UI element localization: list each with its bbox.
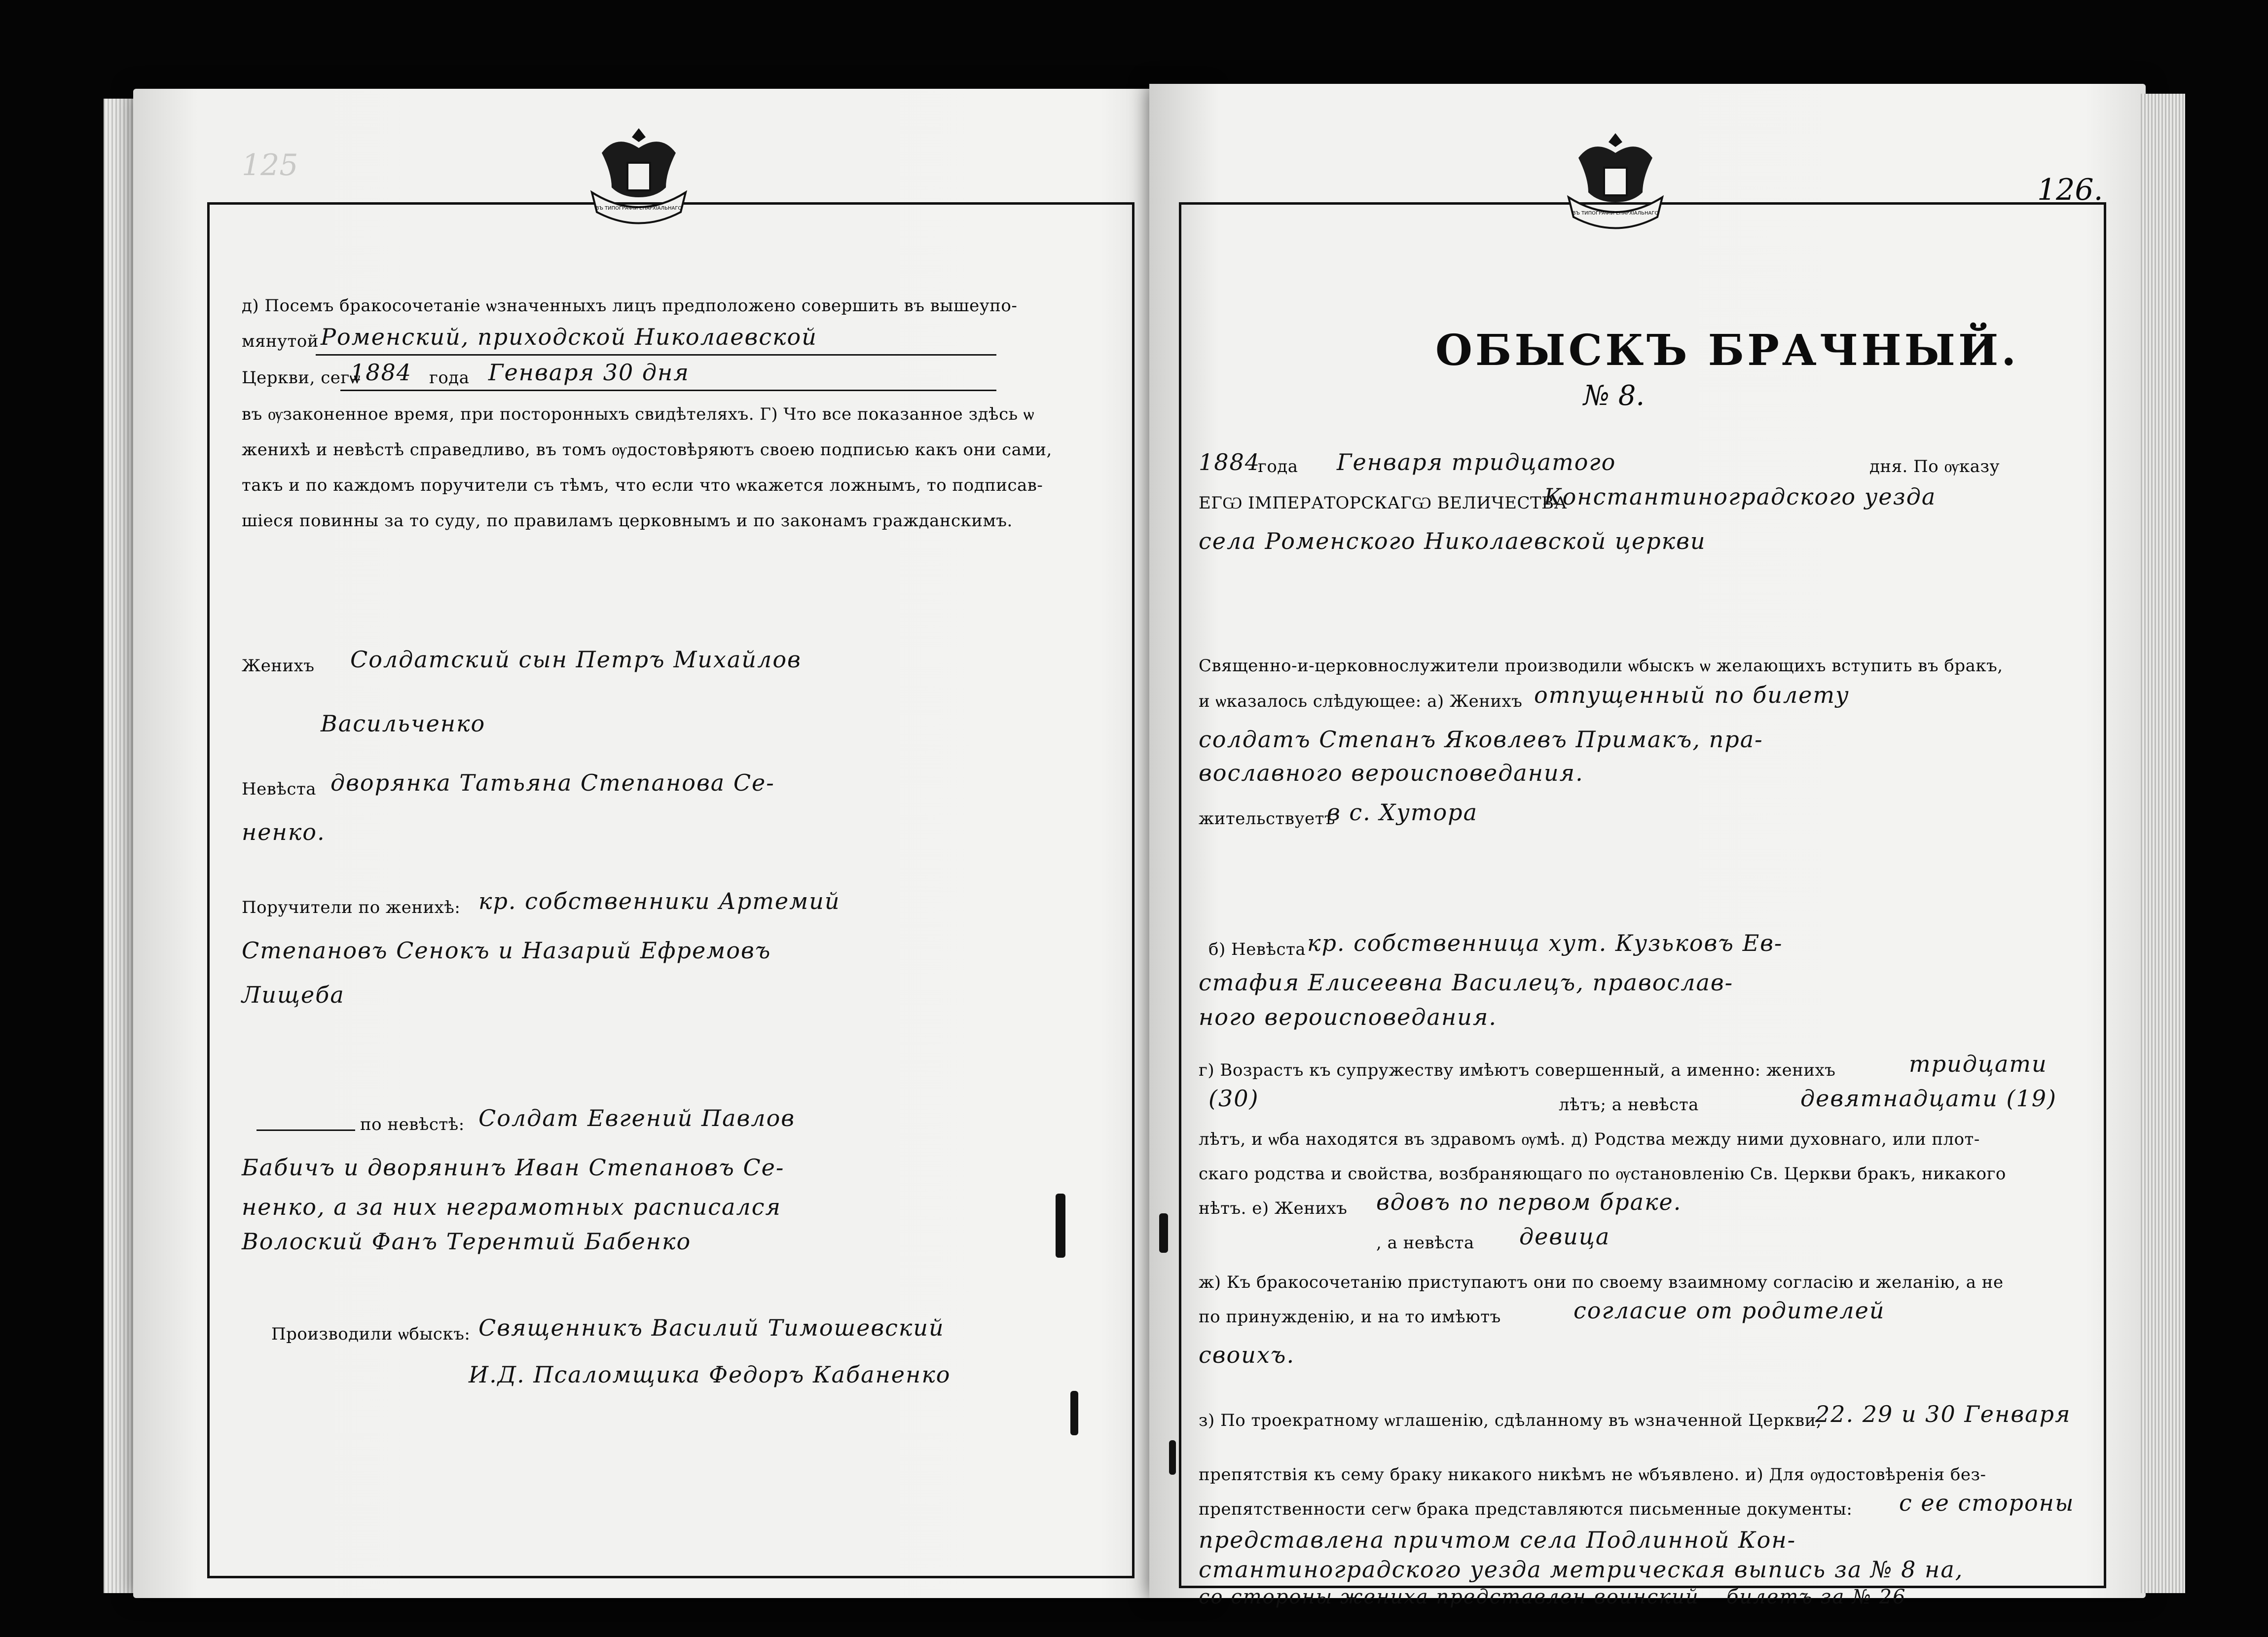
printed-line-7: шіеся повинны за то суду, по правиламъ церковнымъ и по законамъ гражданскимъ. [242,511,1013,531]
handwritten-guarantor-2: Степановъ Сенокъ и Назарий Ефремовъ [242,937,771,964]
left-page-number: 125 [242,148,298,182]
handwritten-residence: в с. Хутора [1327,799,1478,826]
handwritten-church: села Роменского Николаевской церкви [1199,528,1706,554]
handwritten-guarantor-1: кр. собственники Артемий [478,888,841,914]
handwritten-year: 1884 [1199,449,1261,475]
handwritten-bride-marital: девица [1519,1223,1610,1250]
printed-line-r9: лѣтъ, и ѡба находятся въ здравомъ ѹмѣ. д) Родства между ними духовнаго, или плот- [1199,1129,1980,1149]
handwritten-banns-dates: 22. 29 и 30 Генваря [1815,1401,2071,1427]
printed-line-1: д) Посемъ бракосочетаніе ѡзначенныхъ лицъ предположено совершить въ вышеупо- [242,296,1018,316]
handwritten-groom-1: Солдатский сын Петръ Михайлов [350,646,802,673]
handwritten-bride-age: девятнадцати (19) [1800,1085,2057,1112]
printed-line-r3: Священно-и-церковнослужители производили ѡбыскъ ѡ желающихъ вступить въ бракъ, [1199,656,2003,676]
handwritten-consent: согласие от родителей [1573,1297,1885,1324]
handwritten-groom-age-word: тридцати [1909,1051,2048,1077]
handwritten-doc-4: со стороны жениха представлен воинский [1199,1586,1699,1608]
printed-year-word: года [1258,457,1298,476]
handwritten-doc-3: стантиноградского уезда метрическая выпись за № 8 на, [1199,1556,1964,1583]
handwritten-bride-2: ненко. [242,819,326,845]
right-page-number: 126. [2037,173,2103,207]
printed-line-5: женихѣ и невѣстѣ справедливо, въ томъ ѹдостовѣряютъ своею подписью какъ они сами, [242,440,1052,460]
printed-line-r7: г) Возрастъ къ супружеству имѣютъ совершенный, а именно: женихъ [1199,1060,1836,1080]
printed-line-r4: и ѡказалось слѣдующее: а) Женихъ [1199,691,1523,711]
handwritten-year: 1884 [350,359,412,386]
handwritten-date: Генваря тридцатого [1337,449,1616,475]
printed-line-r15: з) По троекратному ѡглашенію, сдѣланному въ ѡзначенной Церкви, [1199,1411,1822,1430]
binding-string [1056,1194,1065,1258]
label-groom: Женихъ [242,656,315,676]
handwritten-psalmist: И.Д. Псаломщика Федоръ Кабаненко [469,1361,951,1388]
printed-line-3a: Церкви, сегѡ [242,368,361,388]
right-page-edges [2141,94,2185,1593]
printed-line-r8: лѣтъ; а невѣста [1559,1095,1699,1115]
emblem-ribbon-text: ВЪ ТИПОГРАФІИ ЕПАРХІАЛЬНАГО [1572,211,1659,216]
handwritten-uezd: Константиноградского уезда [1544,483,1937,510]
handwritten-date: Генваря 30 дня [488,359,690,386]
printed-line-r10: скаго родства и свойства, возбраняющаго по ѹстановленію Св. Церкви бракъ, никакого [1199,1164,2006,1184]
handwritten-doc-5: билетъ за № 26 [1726,1586,1906,1608]
underline [256,1129,355,1131]
imperial-eagle-emblem-icon [1549,123,1682,271]
handwritten-bride-3: ного вероисповедания. [1199,1004,1497,1030]
label-guarantors-groom: Поручители по женихѣ: [242,898,461,917]
binding-string [1070,1391,1078,1435]
open-register-book [74,59,2195,1608]
handwritten-bride-2: стафия Елисеевна Василецъ, православ- [1199,969,1734,996]
handwritten-groom-2: солдатъ Степанъ Яковлевъ Примакъ, пра- [1199,726,1763,753]
binding-string [1169,1440,1176,1475]
printed-line-r17: препятственности сегѡ брака представляются письменные документы: [1199,1499,1853,1519]
handwritten-groom-age-num: (30) [1208,1085,1259,1112]
printed-line-r12: , а невѣста [1376,1233,1474,1253]
handwritten-bride-guarantor-2: Бабичъ и дворянинъ Иван Степановъ Се- [242,1154,785,1181]
printed-line-r1: дня. По ѹказу [1869,457,2000,476]
printed-line-4: въ ѹзаконенное время, при посторонныхъ свидѣтеляхъ. Г) Что все показанное здѣсь ѡ [242,404,1034,424]
printed-line-r11: нѣтъ. е) Женихъ [1199,1199,1348,1218]
handwritten-groom-3: вославного вероисповедания. [1199,760,1584,786]
underline [316,354,996,356]
handwritten-bride-1: кр. собственница хут. Кузьковъ Ев- [1307,930,1783,956]
document-title: ОБЫСКЪ БРАЧНЫЙ. [1435,326,2019,375]
handwritten-bride-guarantor-4: Волоский Фанъ Терентий Бабенко [242,1228,692,1255]
printed-line-6: такъ и по каждомъ поручители съ тѣмъ, что если что ѡкажется ложнымъ, то подписав- [242,475,1043,495]
label-conducted: Производили ѡбыскъ: [271,1324,471,1344]
handwritten-doc-2: представлена причтом села Подлинной Кон- [1199,1527,1796,1553]
handwritten-groom-marital: вдовъ по первом браке. [1376,1189,1682,1215]
underline [340,390,996,391]
binding-string [1159,1213,1168,1253]
handwritten-bride-guarantor-3: ненко, а за них неграмотных расписался [242,1194,781,1220]
printed-line-r16: препятствія къ сему браку никакого никѣмъ не ѡбъявлено. и) Для ѹдостовѣренія без- [1199,1465,1986,1485]
record-number: № 8. [1583,380,1645,412]
handwritten-consent-2: своихъ. [1199,1342,1295,1368]
label-guarantors-bride: по невѣстѣ: [360,1115,465,1134]
handwritten-church: Роменский, приходской Николаевской [321,324,817,350]
printed-line-3b: года [429,368,470,388]
imperial-eagle-emblem-icon [572,118,705,266]
printed-line-r5: жительствуетъ [1199,809,1336,829]
printed-line-r13: ж) Къ бракосочетанію приступаютъ они по своему взаимному согласію и желанію, а не [1199,1273,2004,1292]
handwritten-guarantor-3: Лищеба [242,982,345,1008]
emblem-ribbon-text: ВЪ ТИПОГРАФІИ ЕПАРХІАЛЬНАГО [595,206,682,211]
printed-line-2: мянутой [242,331,319,351]
handwritten-priest: Священникъ Василий Тимошевский [478,1314,945,1341]
handwritten-doc-1: с ее стороны [1899,1490,2075,1516]
handwritten-bride-1: дворянка Татьяна Степанова Се- [330,769,775,796]
printed-line-r6: б) Невѣста [1208,940,1306,959]
label-bride: Невѣста [242,779,317,799]
handwritten-groom-2: Васильченко [321,710,486,737]
printed-line-r2: ЕГѠ ІМПЕРАТОРСКАГѠ ВЕЛИЧЕСТВА [1199,493,1567,513]
handwritten-bride-guarantor-1: Солдат Евгений Павлов [478,1105,796,1131]
printed-line-r14: по принужденію, и на то имѣютъ [1199,1307,1501,1327]
handwritten-groom-1: отпущенный по билету [1534,682,1850,708]
